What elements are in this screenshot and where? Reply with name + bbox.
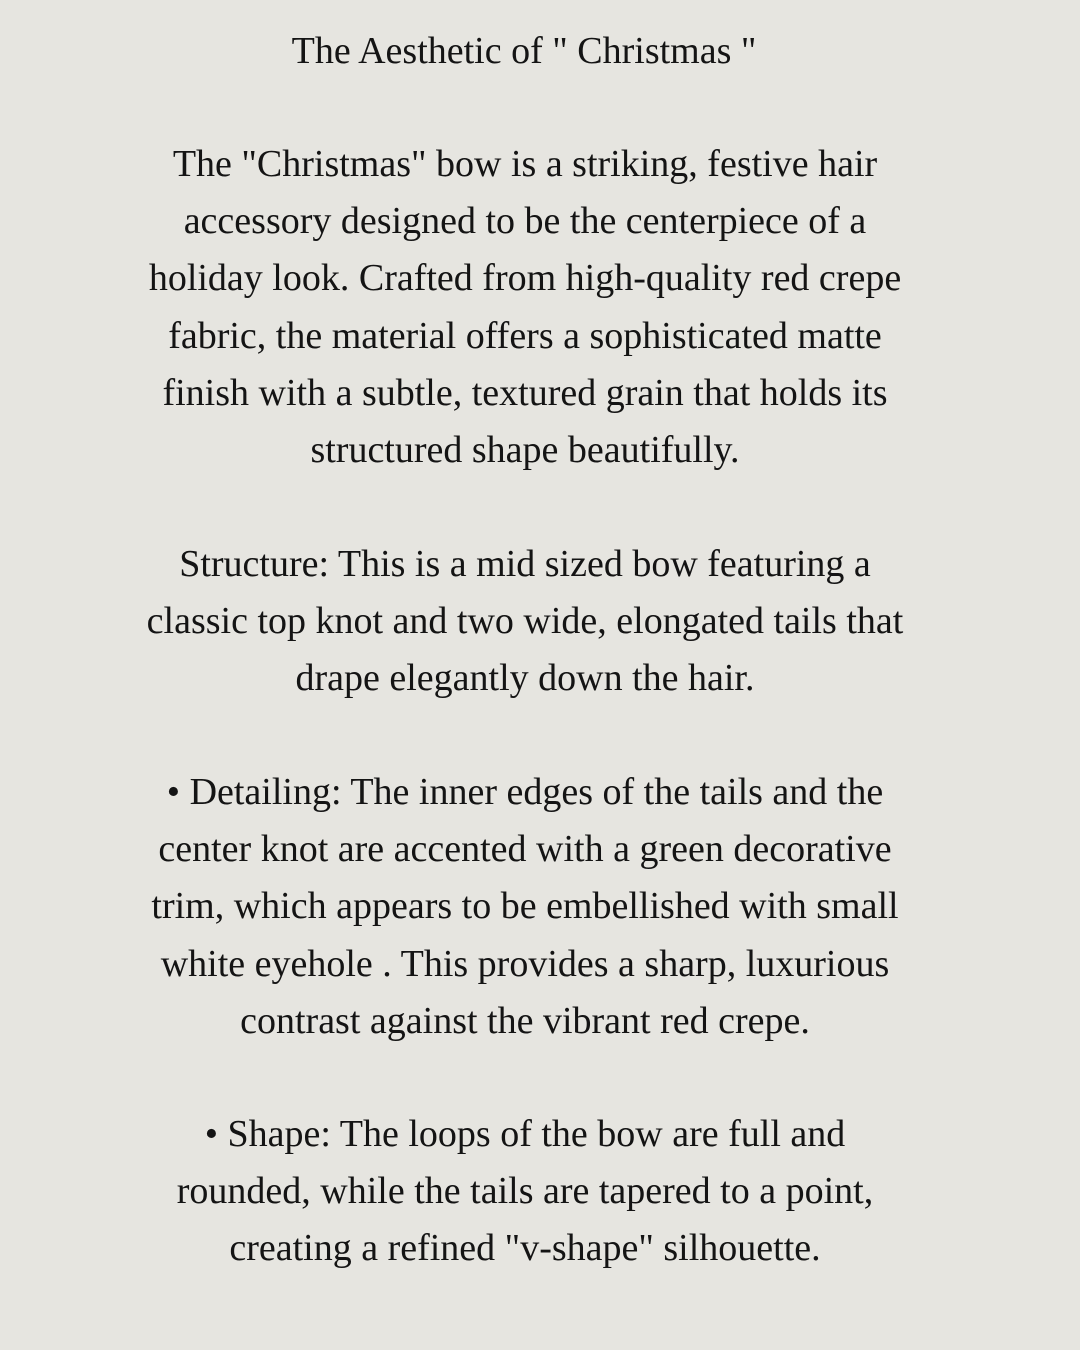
text-line: The "Christmas" bow is a striking, festive hair (172, 143, 878, 185)
paragraph-structure (100, 536, 950, 708)
text-line: classic top knot and two wide, elongated tails that (146, 600, 904, 643)
text-line: trim, which appears to be embellished with small (151, 885, 899, 928)
text-line: white eyehole . This provides a sharp, luxurious (160, 942, 890, 985)
text-line: finish with a subtle, textured grain that holds its (162, 371, 888, 414)
text-line: center knot are accented with a green decorative (158, 828, 892, 871)
paragraph-shape (100, 1106, 950, 1278)
text-line: drape elegantly down the hair. (295, 657, 755, 700)
text-line: accessory designed to be the centerpiece of a (183, 200, 867, 243)
text-line: creating a refined "v-shape" silhouette. (229, 1227, 821, 1270)
document-title: The Aesthetic of " Christmas " (291, 30, 757, 72)
paragraph-intro (100, 136, 950, 479)
text-line: contrast against the vibrant red crepe. (240, 999, 810, 1042)
text-line: fabric, the material offers a sophisticated matte (168, 314, 882, 357)
text-line: • Shape: The loops of the bow are full and (204, 1113, 846, 1155)
text-line: Structure: This is a mid sized bow featuring a (179, 543, 871, 585)
text-line: • Detailing: The inner edges of the tails and the (166, 771, 884, 813)
text-line: structured shape beautifully. (310, 429, 740, 472)
text-line: holiday look. Crafted from high-quality red crepe (148, 257, 902, 300)
text-line: rounded, while the tails are tapered to a point, (176, 1170, 874, 1213)
paragraph-detailing (100, 764, 950, 1050)
